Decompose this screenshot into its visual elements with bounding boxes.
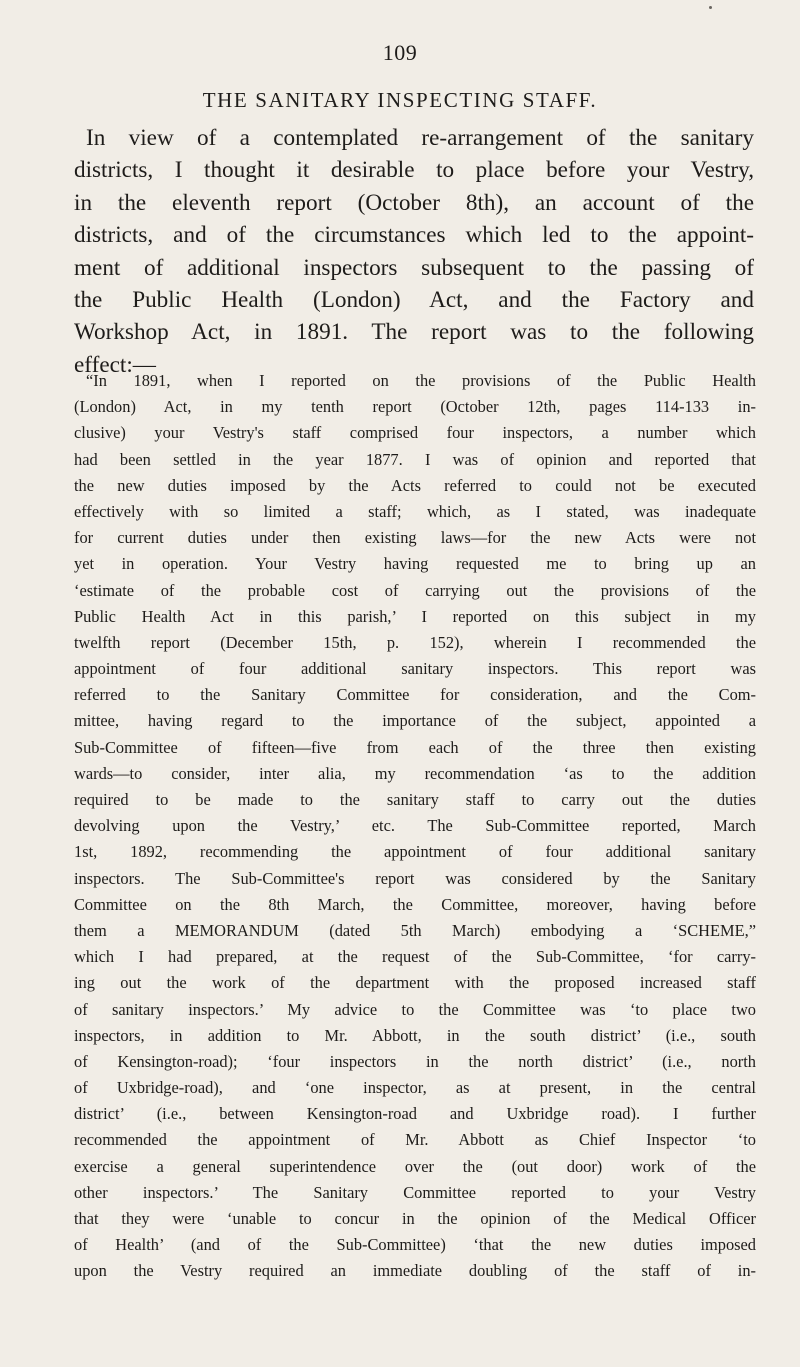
quote-line: which I had prepared, at the request of the Sub-Committee, ‘for carry- xyxy=(74,947,756,967)
intro-line: districts, I thought it desirable to place before your Vestry, xyxy=(74,157,754,184)
quote-line: recommended the appointment of Mr. Abbott as Chief Inspector ‘to xyxy=(74,1130,756,1150)
quote-line: other inspectors.’ The Sanitary Committee reported to your Vestry xyxy=(74,1182,756,1202)
section-title: THE SANITARY INSPECTING STAFF. xyxy=(202,88,598,112)
quote-line: inspectors, in addition to Mr. Abbott, in the south district’ (i.e., south xyxy=(74,1025,756,1045)
intro-line: the Public Health (London) Act, and the Factory and xyxy=(74,286,754,313)
quote-line: mittee, having regard to the importance of the subject, appointed a xyxy=(74,711,756,731)
quote-line: required to be made to the sanitary staff to carry out the duties xyxy=(74,790,756,809)
quote-line: referred to the Sanitary Committee for consideration, and the Com- xyxy=(74,685,756,705)
quote-line: them a MEMORANDUM (dated 5th March) embodying a ‘SCHEME,” xyxy=(74,920,756,940)
quote-line: Public Health Act in this parish,’ I reported on this subject in my xyxy=(74,606,756,626)
intro-line: effect:— xyxy=(74,351,156,378)
quote-line: exercise a general superintendence over the (out door) work of the xyxy=(74,1156,756,1176)
quote-line: clusive) your Vestry's staff comprised four inspectors, a number which xyxy=(74,423,756,443)
quoted-report xyxy=(74,368,756,1285)
intro-paragraph xyxy=(74,122,754,381)
quote-line: of Uxbridge-road), and ‘one inspector, as at present, in the central xyxy=(74,1078,756,1098)
quote-line: appointment of four additional sanitary inspectors. This report was xyxy=(74,659,756,679)
intro-line: In view of a contemplated re-arrangement of the sanitary xyxy=(86,125,754,151)
quote-line: ‘estimate of the probable cost of carrying out the provisions of the xyxy=(74,580,756,600)
intro-line: Workshop Act, in 1891. The report was to the following xyxy=(74,319,754,346)
intro-line: in the eleventh report (October 8th), an account of the xyxy=(74,189,754,216)
quote-line: had been settled in the year 1877. I was of opinion and reported that xyxy=(74,449,756,469)
quote-line: of sanitary inspectors.’ My advice to the Committee was ‘to place two xyxy=(74,999,756,1019)
quote-line: 1st, 1892, recommending the appointment of four additional sanitary xyxy=(74,842,756,862)
quote-line: district’ (i.e., between Kensington-road and Uxbridge road). I further xyxy=(74,1104,756,1124)
quote-line: (London) Act, in my tenth report (October 12th, pages 114-133 in- xyxy=(74,397,756,417)
quote-line: that they were ‘unable to concur in the opinion of the Medical Officer xyxy=(74,1209,756,1228)
page-speck xyxy=(709,6,712,9)
quote-line: effectively with so limited a staff; which, as I stated, was inadequate xyxy=(74,501,756,521)
quote-line: ing out the work of the department with the proposed increased staff xyxy=(74,973,756,993)
page-number: 109 xyxy=(382,40,418,65)
intro-line: ment of additional inspectors subsequent to the passing of xyxy=(74,254,754,281)
quote-line: devolving upon the Vestry,’ etc. The Sub-Committee reported, March xyxy=(74,816,756,836)
quote-line: inspectors. The Sub-Committee's report was considered by the Sanitary xyxy=(74,868,756,888)
quote-line: of Kensington-road); ‘four inspectors in the north district’ (i.e., north xyxy=(74,1051,756,1071)
quote-line: for current duties under then existing laws—for the new Acts were not xyxy=(74,528,756,548)
intro-line: districts, and of the circumstances which led to the appoint- xyxy=(74,222,754,249)
quote-line: twelfth report (December 15th, p. 152), wherein I recommended the xyxy=(74,632,756,652)
quote-line: upon the Vestry required an immediate doubling of the staff of in- xyxy=(74,1261,756,1281)
quote-line: yet in operation. Your Vestry having requested me to bring up an xyxy=(74,554,756,574)
quote-line: wards—to consider, inter alia, my recommendation ‘as to the addition xyxy=(74,763,756,783)
quote-line: of Health’ (and of the Sub-Committee) ‘that the new duties imposed xyxy=(74,1235,756,1255)
quote-line: the new duties imposed by the Acts referred to could not be executed xyxy=(74,475,756,495)
quote-line: Committee on the 8th March, the Committee, moreover, having before xyxy=(74,894,756,914)
quote-line: “In 1891, when I reported on the provisions of the Public Health xyxy=(86,371,756,390)
quote-line: Sub-Committee of fifteen—five from each of the three then existing xyxy=(74,737,756,757)
